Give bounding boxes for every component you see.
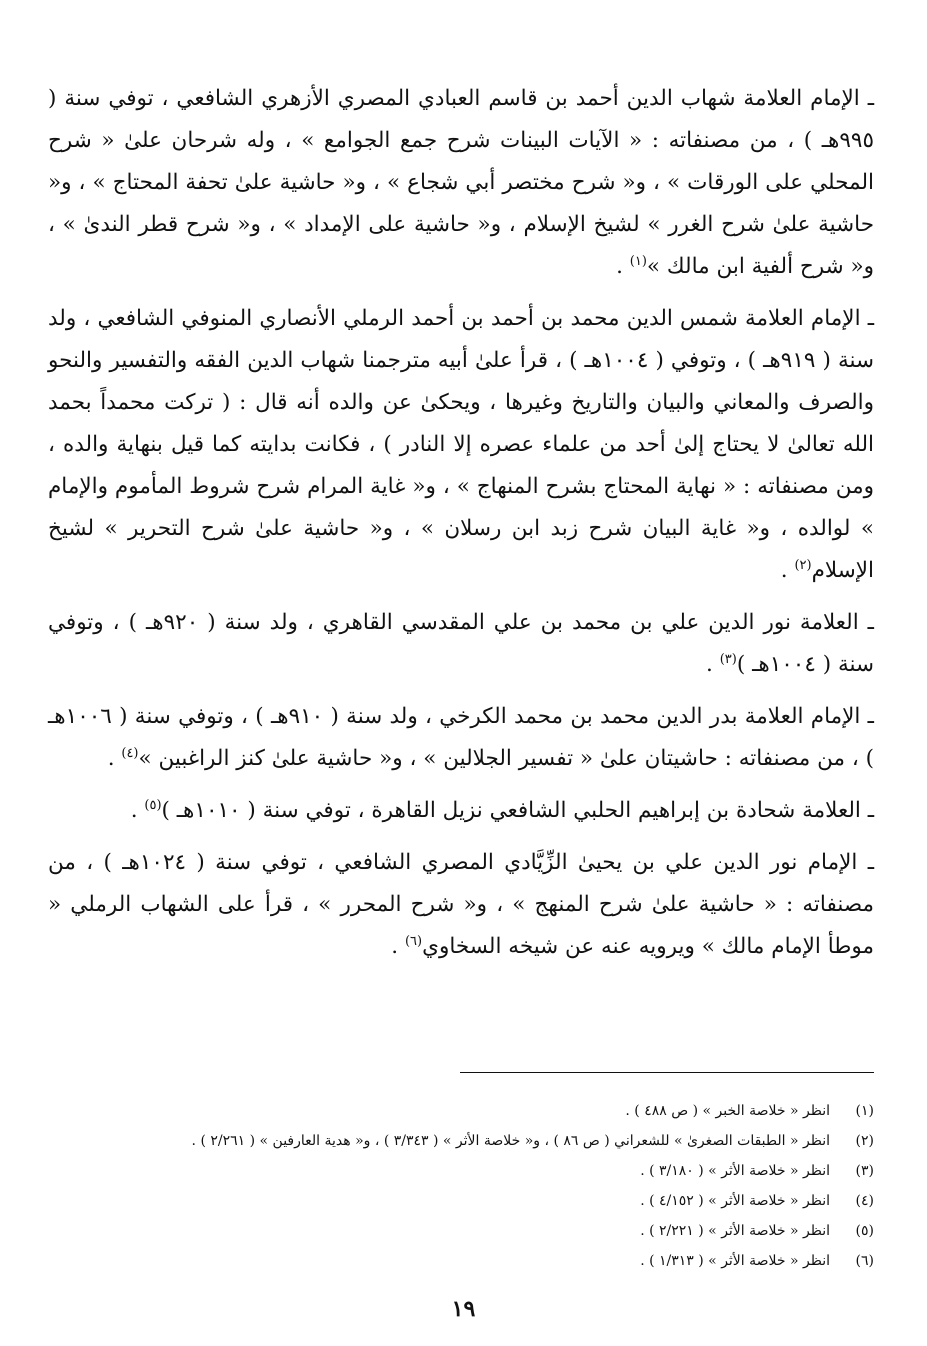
paragraph-text: ـ الإمام نور الدين علي بن يحيىٰ الزِّيَّادي المصري الشافعي ، توفي سنة ( ١٠٢٤هـ ) ، من مصنفاته : « حاشية علىٰ شرح المنهج » ، و« شرح المحرر » ، قرأ على الشهاب الرملي « موطأ الإمام مالك » ويرويه عنه عن شيخه السخاوي: [48, 850, 874, 959]
paragraph-end: .: [130, 798, 145, 823]
paragraph-end: .: [107, 746, 122, 771]
paragraph-text: ـ الإمام العلامة شهاب الدين أحمد بن قاسم العبادي المصري الأزهري الشافعي ، توفي سنة ( ٩٩٥هـ ) ، من مصنفاته : « الآيات البينات شرح جمع الجوامع » ، وله شرحان علىٰ « شرح المحلي على الورقات » ، و« شرح مختصر أبي شجاع » ، و« حاشية علىٰ تحفة المحتاج » ، و« حاشية علىٰ شرح الغرر » لشيخ الإسلام ، و« حاشية على الإمداد » ، و« شرح قطر الندىٰ » ، و« شرح ألفية ابن مالك »: [48, 86, 874, 279]
footnote-item: [60, 1156, 874, 1186]
footnote-number: (١): [855, 1103, 874, 1119]
biography-paragraph: [48, 696, 874, 780]
footnote-ref[interactable]: (٢): [794, 557, 812, 573]
paragraph-text: ـ الإمام العلامة شمس الدين محمد بن أحمد بن أحمد الرملي الأنصاري المنوفي الشافعي ، ولد سنة ( ٩١٩هـ ) ، وتوفي ( ١٠٠٤هـ ) ، قرأ علىٰ أبيه مترجمنا شهاب الدين الفقه والتفسير والنحو والصرف والمعاني والبيان والتاريخ وغيرها ، ويحكىٰ عن والده أنه قال : ( تركت محمداً بحمد الله تعالىٰ لا يحتاج إلىٰ أحد من علماء عصره إلا النادر ) ، فكانت بدايته كما قيل بنهاية والده ، ومن مصنفاته : « نهاية المحتاج بشرح المنهاج » ، و« غاية المرام شرح شروط المأموم والإمام » لوالده ، و« غاية البيان شرح زبد ابن رسلان » ، و« حاشية علىٰ شرح التحرير » لشيخ الإسلام: [48, 306, 874, 583]
footnote-text: انظر « خلاصة الأثر » ( ٣/١٨٠ ) .: [640, 1163, 830, 1179]
paragraph-end: .: [780, 558, 795, 583]
biography-paragraph: [48, 842, 874, 968]
footnote-item: [60, 1216, 874, 1246]
footnote-ref[interactable]: (٣): [719, 651, 737, 667]
footnote-item: [60, 1186, 874, 1216]
paragraph-end: .: [391, 934, 405, 959]
footnote-text: انظر « خلاصة الأثر » ( ٢/٢٢١ ) .: [640, 1223, 830, 1239]
footnote-text: انظر « خلاصة الخبر » ( ص ٤٨٨ ) .: [625, 1103, 830, 1119]
footnote-item: [60, 1096, 874, 1126]
footnote-item: [60, 1246, 874, 1276]
paragraph-text: ـ العلامة نور الدين علي بن محمد بن علي المقدسي القاهري ، ولد سنة ( ٩٢٠هـ ) ، وتوفي سنة ( ١٠٠٤هـ ): [48, 610, 874, 677]
footnote-text: انظر « خلاصة الأثر » ( ٤/١٥٢ ) .: [640, 1193, 830, 1209]
footnote-number: (٢): [855, 1133, 874, 1149]
paragraph-end: .: [616, 254, 630, 279]
footnotes: [60, 1096, 874, 1276]
footnote-number: (٣): [855, 1163, 874, 1179]
footnote-number: (٦): [855, 1253, 874, 1269]
footnote-number: (٤): [855, 1193, 874, 1209]
paragraph-end: .: [706, 652, 720, 677]
footnote-separator: [460, 1072, 874, 1073]
footnote-ref[interactable]: (١): [629, 253, 647, 269]
biography-paragraph: [48, 790, 874, 832]
biography-paragraph: [48, 602, 874, 686]
footnote-text: انظر « الطبقات الصغرىٰ » للشعراني ( ص ٨٦ ) ، و« خلاصة الأثر » ( ٣/٣٤٣ ) ، و« هدية العارفين » ( ٢/٢٦١ ) .: [191, 1133, 830, 1149]
footnote-ref[interactable]: (٤): [121, 745, 139, 761]
paragraph-text: ـ الإمام العلامة بدر الدين محمد بن محمد الكرخي ، ولد سنة ( ٩١٠هـ ) ، وتوفي سنة ( ١٠٠٦هـ ) ، من مصنفاته : حاشيتان علىٰ « تفسير الجلالين » ، و« حاشية علىٰ كنز الراغبين »: [48, 704, 874, 771]
main-text: [48, 78, 874, 978]
biography-paragraph: [48, 298, 874, 592]
footnote-item: [60, 1126, 874, 1156]
footnote-number: (٥): [855, 1223, 874, 1239]
biography-paragraph: [48, 78, 874, 288]
page-number: ١٩: [451, 1296, 476, 1322]
footnote-ref[interactable]: (٥): [144, 797, 162, 813]
footnote-ref[interactable]: (٦): [404, 933, 423, 949]
footnote-text: انظر « خلاصة الأثر » ( ١/٣١٣ ) .: [640, 1253, 830, 1269]
paragraph-text: ـ العلامة شحادة بن إبراهيم الحلبي الشافعي نزيل القاهرة ، توفي سنة ( ١٠١٠هـ ): [161, 798, 874, 823]
